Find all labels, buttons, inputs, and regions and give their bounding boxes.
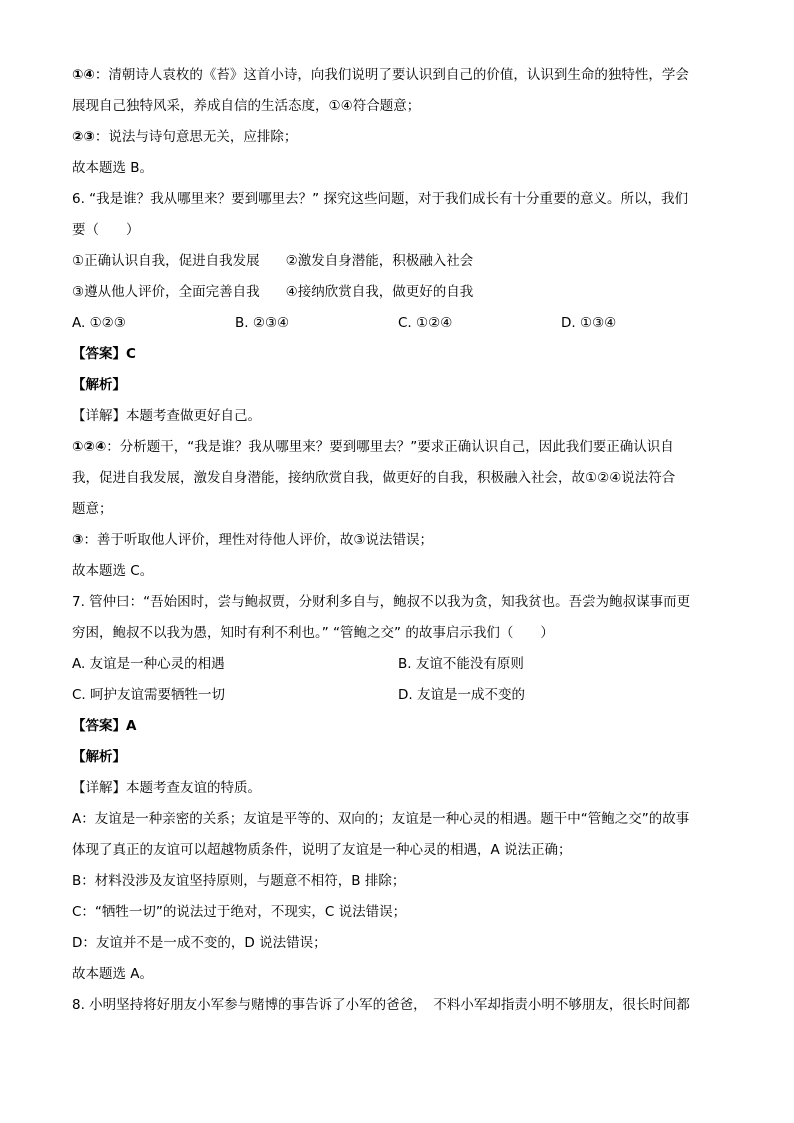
line-text: 要（ ） — [72, 222, 140, 238]
line-text: A：友谊是一种亲密的关系；友谊是平等的、双向的；友谊是一种心灵的相遇。题干中“管鲍之交”的故事 — [72, 811, 690, 827]
text-line — [72, 866, 724, 897]
answer-option: B. 友谊不能没有原则 — [398, 656, 524, 672]
text-line — [72, 60, 724, 91]
section-tag — [72, 339, 724, 370]
line-text: 我，促进自我发展，激发自身潜能，接纳欣赏自我，做更好的自我，积极融入社会，故①②④说法符合 — [72, 470, 676, 486]
text-line — [72, 928, 724, 959]
text-line — [72, 525, 724, 556]
answer-option: C. 呵护友谊需要牺牲一切 — [72, 687, 226, 703]
text-line — [72, 990, 724, 1021]
text-line — [72, 432, 724, 463]
line-text: D：友谊并不是一成不变的，D 说法错误； — [72, 935, 327, 951]
line-text: 【详解】本题考查友谊的特质。 — [72, 780, 261, 796]
text-line — [72, 587, 724, 618]
text-line — [72, 153, 724, 184]
text-line — [72, 804, 724, 835]
text-line — [72, 494, 724, 525]
answer-option: A. ①②③ — [72, 315, 126, 331]
tag-text: 【解析】 — [72, 749, 126, 765]
line-text: 故本题选 C。 — [72, 563, 154, 579]
document-page — [72, 60, 724, 1021]
line-text: 体现了真正的友谊可以超越物质条件，说明了友谊是一种心灵的相遇，A 说法正确； — [72, 842, 572, 858]
line-text: B：材料没涉及友谊坚持原则，与题意不相符，B 排除； — [72, 873, 406, 889]
line-text: 穷困，鲍叔不以我为愚，知时有利不利也。” “管鲍之交” 的故事启示我们（ ） — [72, 625, 554, 641]
section-tag — [72, 742, 724, 773]
tag-text: 【答案】A — [72, 718, 137, 734]
tag-text: 【解析】 — [72, 377, 126, 393]
text-line — [72, 215, 724, 246]
statement-item: ③遵从他人评价，全面完善自我 — [72, 284, 260, 300]
answer-option: A. 友谊是一种心灵的相遇 — [72, 656, 225, 672]
line-text: 【详解】本题考查做更好自己。 — [72, 408, 261, 424]
tag-text: 【答案】C — [72, 346, 136, 362]
line-text: 6. “我是谁？我从哪里来？要到哪里去？” 探究这些问题，对于我们成长有十分重要的意义。所以，我们 — [72, 191, 688, 207]
answer-option: C. ①②④ — [398, 315, 453, 331]
answer-options — [72, 308, 724, 339]
text-line — [72, 91, 724, 122]
line-text: 7. 管仲曰：“吾始困时，尝与鲍叔贾，分财利多自与，鲍叔不以我为贪，知我贫也。吾尝为鲍叔谋事而更 — [72, 594, 691, 610]
line-text: ：说法与诗句意思无关，应排除； — [94, 129, 298, 145]
answer-option: D. ①③④ — [561, 315, 617, 331]
line-text: 8. 小明坚持将好朋友小军参与赌博的事告诉了小军的爸爸， 不料小军却指责小明不够朋友，很长时间都 — [72, 997, 690, 1013]
section-tag — [72, 370, 724, 401]
statement-pair — [72, 246, 724, 277]
statement-item: ①正确认识自我，促进自我发展 — [72, 253, 260, 269]
line-text: 故本题选 B。 — [72, 160, 154, 176]
line-text: ：清朝诗人袁枚的《苔》这首小诗，向我们说明了要认识到自己的价值，认识到生命的独特性，学会 — [94, 67, 689, 83]
line-text: ：善于听取他人评价，理性对待他人评价，故③说法错误； — [83, 532, 434, 548]
statement-item: ④接纳欣赏自我，做更好的自我 — [285, 284, 474, 300]
option-markers: ②③ — [72, 129, 95, 145]
option-markers: ③ — [72, 532, 84, 548]
text-line — [72, 773, 724, 804]
answer-option: B. ②③④ — [235, 315, 290, 331]
text-line — [72, 618, 724, 649]
text-line — [72, 463, 724, 494]
text-line — [72, 897, 724, 928]
answer-options — [72, 680, 724, 711]
text-line — [72, 835, 724, 866]
answer-option: D. 友谊是一成不变的 — [398, 687, 525, 703]
statement-pair — [72, 277, 724, 308]
option-markers: ①②④ — [72, 439, 107, 455]
statement-item: ②激发自身潜能，积极融入社会 — [285, 253, 474, 269]
line-text: ：分析题干，“我是谁？我从哪里来？要到哪里去？”要求正确认识自己，因此我们要正确认识自 — [106, 439, 674, 455]
text-line — [72, 556, 724, 587]
line-text: 题意； — [72, 501, 113, 517]
text-line — [72, 959, 724, 990]
text-line — [72, 122, 724, 153]
text-line — [72, 401, 724, 432]
line-text: 展现自己独特风采，养成自信的生活态度，①④符合题意； — [72, 98, 421, 114]
line-text: 故本题选 A。 — [72, 966, 154, 982]
line-text: C：“牺牲一切”的说法过于绝对，不现实，C 说法错误； — [72, 904, 407, 920]
section-tag — [72, 711, 724, 742]
answer-options — [72, 649, 724, 680]
text-line — [72, 184, 724, 215]
option-markers: ①④ — [72, 67, 95, 83]
